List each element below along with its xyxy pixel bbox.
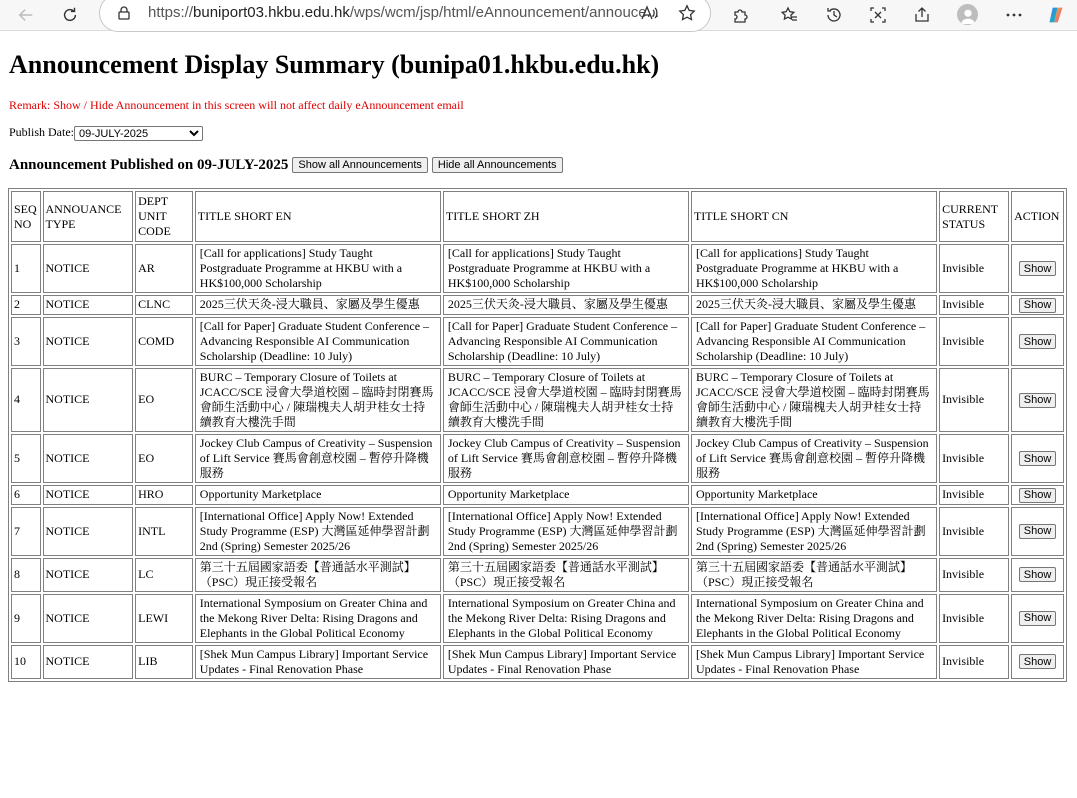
title-en-cell: 2025三伏天灸-浸大職員、家屬及學生優惠 <box>195 295 441 315</box>
action-cell <box>1011 244 1064 293</box>
table-row <box>11 244 1064 293</box>
show-button[interactable]: Show <box>1019 298 1057 313</box>
show-button[interactable]: Show <box>1019 611 1057 626</box>
header-title-short-zh: TITLE SHORT ZH <box>443 191 689 242</box>
action-cell <box>1011 594 1064 643</box>
header-current-status: CURRENT STATUS <box>939 191 1009 242</box>
seq-cell: 4 <box>11 368 41 432</box>
show-button[interactable]: Show <box>1019 567 1057 582</box>
title-zh-cell: [Call for Paper] Graduate Student Conference – Advancing Responsible AI Communication Scholarship (Deadline: 10 July) <box>443 317 689 366</box>
action-cell <box>1011 368 1064 432</box>
type-cell: NOTICE <box>43 507 134 556</box>
table-row <box>11 368 1064 432</box>
type-cell: NOTICE <box>43 594 134 643</box>
read-aloud-icon[interactable] <box>640 4 658 22</box>
action-cell <box>1011 645 1064 679</box>
type-cell: NOTICE <box>43 295 134 315</box>
seq-cell: 10 <box>11 645 41 679</box>
dept-cell: CLNC <box>135 295 193 315</box>
screenshot-icon[interactable] <box>868 5 888 25</box>
type-cell: NOTICE <box>43 317 134 366</box>
table-row <box>11 507 1064 556</box>
title-cn-cell: [Call for Paper] Graduate Student Conference – Advancing Responsible AI Communication Scholarship (Deadline: 10 July) <box>691 317 937 366</box>
published-heading-row <box>9 156 563 174</box>
publish-date-row <box>9 125 203 141</box>
reload-icon[interactable] <box>57 3 83 27</box>
back-arrow-icon[interactable] <box>13 3 39 27</box>
dept-cell: LC <box>135 558 193 592</box>
dept-cell: LEWI <box>135 594 193 643</box>
dept-cell: LIB <box>135 645 193 679</box>
announcement-table <box>8 188 1067 682</box>
title-zh-cell: [Shek Mun Campus Library] Important Service Updates - Final Renovation Phase <box>443 645 689 679</box>
lock-icon[interactable] <box>116 5 132 21</box>
title-cn-cell: 2025三伏天灸-浸大職員、家屬及學生優惠 <box>691 295 937 315</box>
title-zh-cell: Opportunity Marketplace <box>443 485 689 505</box>
remark-text: Remark: Show / Hide Announcement in this screen will not affect daily eAnnouncement email <box>9 98 464 112</box>
title-en-cell: [Shek Mun Campus Library] Important Service Updates - Final Renovation Phase <box>195 645 441 679</box>
table-row <box>11 594 1064 643</box>
title-cn-cell: 第三十五屆國家語委【普通話水平測試】（PSC）現正接受報名 <box>691 558 937 592</box>
title-en-cell: [International Office] Apply Now! Extended Study Programme (ESP) 大灣區延伸學習計劃 2nd (Spring) Semester 2025/26 <box>195 507 441 556</box>
table-row <box>11 558 1064 592</box>
copilot-icon[interactable] <box>1045 4 1067 26</box>
hide-all-announcements-button[interactable]: Hide all Announcements <box>432 157 563 173</box>
seq-cell: 3 <box>11 317 41 366</box>
seq-cell: 2 <box>11 295 41 315</box>
publish-date-select[interactable] <box>74 126 203 141</box>
header-title-short-en: TITLE SHORT EN <box>195 191 441 242</box>
favorite-star-icon[interactable] <box>678 4 696 22</box>
action-cell <box>1011 295 1064 315</box>
page-title: Announcement Display Summary (bunipa01.hkbu.edu.hk) <box>9 50 660 79</box>
profile-avatar-icon[interactable] <box>957 4 978 25</box>
show-button[interactable]: Show <box>1019 261 1057 276</box>
type-cell: NOTICE <box>43 368 134 432</box>
show-button[interactable]: Show <box>1019 393 1057 408</box>
more-icon[interactable] <box>1004 5 1024 25</box>
show-button[interactable]: Show <box>1019 654 1057 669</box>
status-cell: Invisible <box>939 244 1009 293</box>
seq-cell: 7 <box>11 507 41 556</box>
title-en-cell: Jockey Club Campus of Creativity – Suspension of Lift Service 賽馬會創意校園 – 暫停升降機服務 <box>195 434 441 483</box>
seq-cell: 8 <box>11 558 41 592</box>
dept-cell: INTL <box>135 507 193 556</box>
action-cell <box>1011 558 1064 592</box>
title-cn-cell: [Shek Mun Campus Library] Important Service Updates - Final Renovation Phase <box>691 645 937 679</box>
title-zh-cell: Jockey Club Campus of Creativity – Suspension of Lift Service 賽馬會創意校園 – 暫停升降機服務 <box>443 434 689 483</box>
type-cell: NOTICE <box>43 485 134 505</box>
header-action: ACTION <box>1011 191 1064 242</box>
published-heading: Announcement Published on 09-JULY-2025 <box>9 156 289 173</box>
title-zh-cell: International Symposium on Greater China and the Mekong River Delta: Rising Dragons and Elephants in the Global Political Economy <box>443 594 689 643</box>
type-cell: NOTICE <box>43 558 134 592</box>
url-host: buniport03.hkbu.edu.hk <box>193 4 350 21</box>
title-cn-cell: [Call for applications] Study Taught Postgraduate Programme at HKBU with a HK$100,000 Scholarship <box>691 244 937 293</box>
title-zh-cell: [Call for applications] Study Taught Postgraduate Programme at HKBU with a HK$100,000 Scholarship <box>443 244 689 293</box>
action-cell <box>1011 485 1064 505</box>
status-cell: Invisible <box>939 317 1009 366</box>
type-cell: NOTICE <box>43 434 134 483</box>
title-cn-cell: International Symposium on Greater China and the Mekong River Delta: Rising Dragons and Elephants in the Global Political Economy <box>691 594 937 643</box>
status-cell: Invisible <box>939 434 1009 483</box>
seq-cell: 6 <box>11 485 41 505</box>
url-path: /wps/wcm/jsp/html/eAnnouncement/annouce... <box>349 4 660 21</box>
title-en-cell: Opportunity Marketplace <box>195 485 441 505</box>
announcement-table-body <box>11 244 1064 679</box>
status-cell: Invisible <box>939 594 1009 643</box>
title-zh-cell: 2025三伏天灸-浸大職員、家屬及學生優惠 <box>443 295 689 315</box>
title-en-cell: [Call for applications] Study Taught Postgraduate Programme at HKBU with a HK$100,000 Scholarship <box>195 244 441 293</box>
table-row <box>11 645 1064 679</box>
show-button[interactable]: Show <box>1019 334 1057 349</box>
action-cell <box>1011 507 1064 556</box>
header-announce-type: ANNOUANCE TYPE <box>43 191 134 242</box>
header-seq-no: SEQ NO <box>11 191 41 242</box>
history-icon[interactable] <box>824 5 844 25</box>
share-icon[interactable] <box>912 5 932 25</box>
title-en-cell: International Symposium on Greater China and the Mekong River Delta: Rising Dragons and Elephants in the Global Political Economy <box>195 594 441 643</box>
action-cell <box>1011 317 1064 366</box>
show-button[interactable]: Show <box>1019 524 1057 539</box>
dept-cell: AR <box>135 244 193 293</box>
title-cn-cell: Jockey Club Campus of Creativity – Suspension of Lift Service 賽馬會創意校園 – 暫停升降機服務 <box>691 434 937 483</box>
extensions-icon[interactable] <box>731 5 751 25</box>
title-zh-cell: [International Office] Apply Now! Extended Study Programme (ESP) 大灣區延伸學習計劃 2nd (Spring) Semester 2025/26 <box>443 507 689 556</box>
favorites-icon[interactable] <box>779 5 799 25</box>
publish-date-label: Publish Date: <box>9 125 74 139</box>
title-en-cell: [Call for Paper] Graduate Student Conference – Advancing Responsible AI Communication Scholarship (Deadline: 10 July) <box>195 317 441 366</box>
dept-cell: EO <box>135 368 193 432</box>
header-dept-unit-code: DEPT UNIT CODE <box>135 191 193 242</box>
table-row <box>11 485 1064 505</box>
table-row <box>11 295 1064 315</box>
table-row <box>11 317 1064 366</box>
show-button[interactable]: Show <box>1019 451 1057 466</box>
show-button[interactable]: Show <box>1019 488 1057 503</box>
title-zh-cell: BURC – Temporary Closure of Toilets at JCACC/SCE 浸會大學道校園 – 臨時封閉賽馬會師生活動中心 / 陳瑞槐夫人胡尹桂女士持續教育大樓洗手間 <box>443 368 689 432</box>
title-en-cell: 第三十五屆國家語委【普通話水平測試】（PSC）現正接受報名 <box>195 558 441 592</box>
seq-cell: 1 <box>11 244 41 293</box>
action-cell <box>1011 434 1064 483</box>
address-bar[interactable] <box>99 0 711 32</box>
table-header-row <box>11 191 1064 242</box>
url-prefix: https:// <box>148 4 194 21</box>
title-cn-cell: [International Office] Apply Now! Extended Study Programme (ESP) 大灣區延伸學習計劃 2nd (Spring) Semester 2025/26 <box>691 507 937 556</box>
type-cell: NOTICE <box>43 244 134 293</box>
status-cell: Invisible <box>939 507 1009 556</box>
status-cell: Invisible <box>939 485 1009 505</box>
status-cell: Invisible <box>939 558 1009 592</box>
status-cell: Invisible <box>939 295 1009 315</box>
url-text[interactable] <box>148 4 659 21</box>
status-cell: Invisible <box>939 645 1009 679</box>
browser-toolbar <box>0 0 1077 31</box>
title-cn-cell: Opportunity Marketplace <box>691 485 937 505</box>
title-en-cell: BURC – Temporary Closure of Toilets at JCACC/SCE 浸會大學道校園 – 臨時封閉賽馬會師生活動中心 / 陳瑞槐夫人胡尹桂女士持續教育大樓洗手間 <box>195 368 441 432</box>
page-content <box>0 31 1077 798</box>
seq-cell: 5 <box>11 434 41 483</box>
type-cell: NOTICE <box>43 645 134 679</box>
title-cn-cell: BURC – Temporary Closure of Toilets at JCACC/SCE 浸會大學道校園 – 臨時封閉賽馬會師生活動中心 / 陳瑞槐夫人胡尹桂女士持續教育大樓洗手間 <box>691 368 937 432</box>
dept-cell: EO <box>135 434 193 483</box>
show-all-announcements-button[interactable]: Show all Announcements <box>292 157 428 173</box>
title-zh-cell: 第三十五屆國家語委【普通話水平測試】（PSC）現正接受報名 <box>443 558 689 592</box>
seq-cell: 9 <box>11 594 41 643</box>
table-row <box>11 434 1064 483</box>
header-title-short-cn: TITLE SHORT CN <box>691 191 937 242</box>
dept-cell: COMD <box>135 317 193 366</box>
status-cell: Invisible <box>939 368 1009 432</box>
dept-cell: HRO <box>135 485 193 505</box>
